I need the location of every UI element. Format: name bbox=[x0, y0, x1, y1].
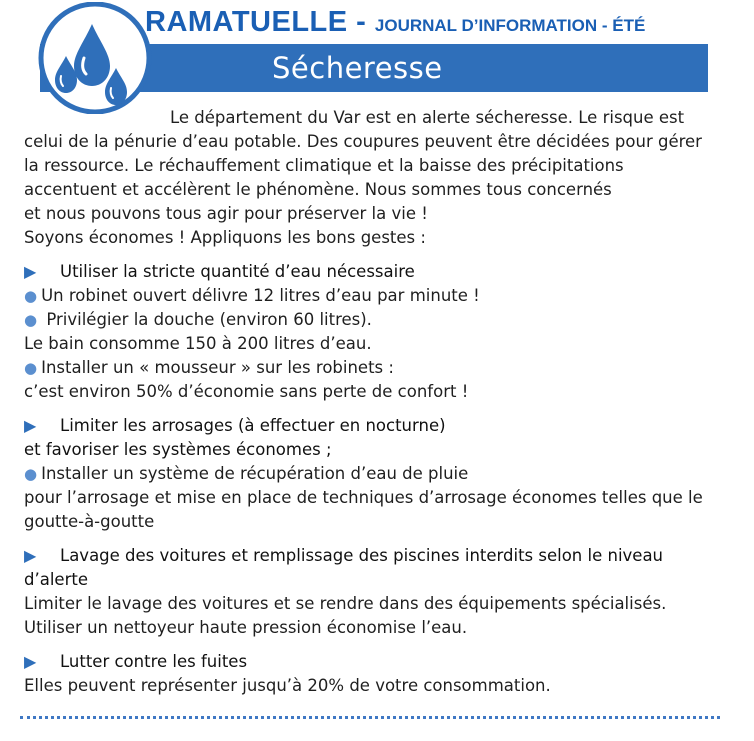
list-item-text: Installer un système de récupération d’eau de pluie bbox=[41, 464, 469, 483]
list-item-text: Le bain consomme 150 à 200 litres d’eau. bbox=[24, 334, 372, 353]
section-heading-text: Utiliser la stricte quantité d’eau nécessaire bbox=[60, 262, 415, 281]
section-heading-text: Lavage des voitures et remplissage des piscines interdits selon le niveau bbox=[60, 546, 664, 565]
journal-header bbox=[145, 6, 645, 39]
arrow-right-icon: ▶ bbox=[24, 416, 37, 435]
list-item-text: Installer un « mousseur » sur les robinets : bbox=[41, 358, 394, 377]
section-heading bbox=[24, 414, 724, 438]
water-drops-icon bbox=[34, 2, 156, 114]
bullet-icon: ● bbox=[24, 465, 38, 483]
list-item-text: c’est environ 50% d’économie sans perte de confort ! bbox=[24, 382, 469, 401]
section-car-pool bbox=[24, 544, 724, 640]
section-heading bbox=[24, 650, 724, 674]
list-item-text: goutte-à-goutte bbox=[24, 512, 155, 531]
journal-subtitle: JOURNAL D’INFORMATION - ÉTÉ bbox=[374, 16, 646, 35]
journal-title: RAMATUELLE - bbox=[145, 6, 375, 38]
intro-line: et nous pouvons tous agir pour préserver la vie ! bbox=[24, 204, 428, 223]
section-heading-line2: d’alerte bbox=[24, 570, 88, 589]
article-body bbox=[24, 106, 724, 698]
section-heading bbox=[24, 544, 724, 568]
section-heading-line2: et favoriser les systèmes économes ; bbox=[24, 440, 332, 459]
intro-line: celui de la pénurie d’eau potable. Des coupures peuvent être décidées pour gérer bbox=[24, 132, 702, 151]
list-item-text: pour l’arrosage et mise en place de techniques d’arrosage économes telles que le bbox=[24, 488, 703, 507]
section-heading-text: Lutter contre les fuites bbox=[60, 652, 248, 671]
list-item-text: Elles peuvent représenter jusqu’à 20% de votre consommation. bbox=[24, 676, 551, 695]
bullet-icon: ● bbox=[24, 359, 38, 377]
bullet-icon: ● bbox=[24, 311, 38, 329]
arrow-right-icon: ▶ bbox=[24, 546, 37, 565]
list-item bbox=[24, 308, 724, 332]
section-leaks bbox=[24, 650, 724, 698]
section-watering bbox=[24, 414, 724, 534]
arrow-right-icon: ▶ bbox=[24, 652, 37, 671]
section-heading bbox=[24, 260, 724, 284]
dotted-divider bbox=[20, 716, 720, 719]
intro-line: accentuent et accélèrent le phénomène. Nous sommes tous concernés bbox=[24, 180, 612, 199]
arrow-right-icon: ▶ bbox=[24, 262, 37, 281]
banner-title: Sécheresse bbox=[272, 51, 443, 85]
list-item-text: Privilégier la douche (environ 60 litres). bbox=[46, 310, 372, 329]
section-water-usage bbox=[24, 260, 724, 404]
intro-line: Le département du Var est en alerte sécheresse. Le risque est bbox=[170, 108, 685, 127]
intro-line: Soyons économes ! Appliquons les bons gestes : bbox=[24, 228, 426, 247]
list-item bbox=[24, 284, 724, 308]
section-heading-note: (à effectuer en nocturne) bbox=[237, 416, 446, 435]
bullet-icon: ● bbox=[24, 287, 38, 305]
list-item-text: Utiliser un nettoyeur haute pression économise l’eau. bbox=[24, 618, 468, 637]
list-item bbox=[24, 462, 724, 486]
list-item-text: Limiter le lavage des voitures et se rendre dans des équipements spécialisés. bbox=[24, 594, 667, 613]
list-item-text: Un robinet ouvert délivre 12 litres d’eau par minute ! bbox=[41, 286, 480, 305]
list-item bbox=[24, 356, 724, 380]
intro-line: la ressource. Le réchauffement climatique et la baisse des précipitations bbox=[24, 156, 624, 175]
section-heading-text: Limiter les arrosages bbox=[60, 416, 233, 435]
